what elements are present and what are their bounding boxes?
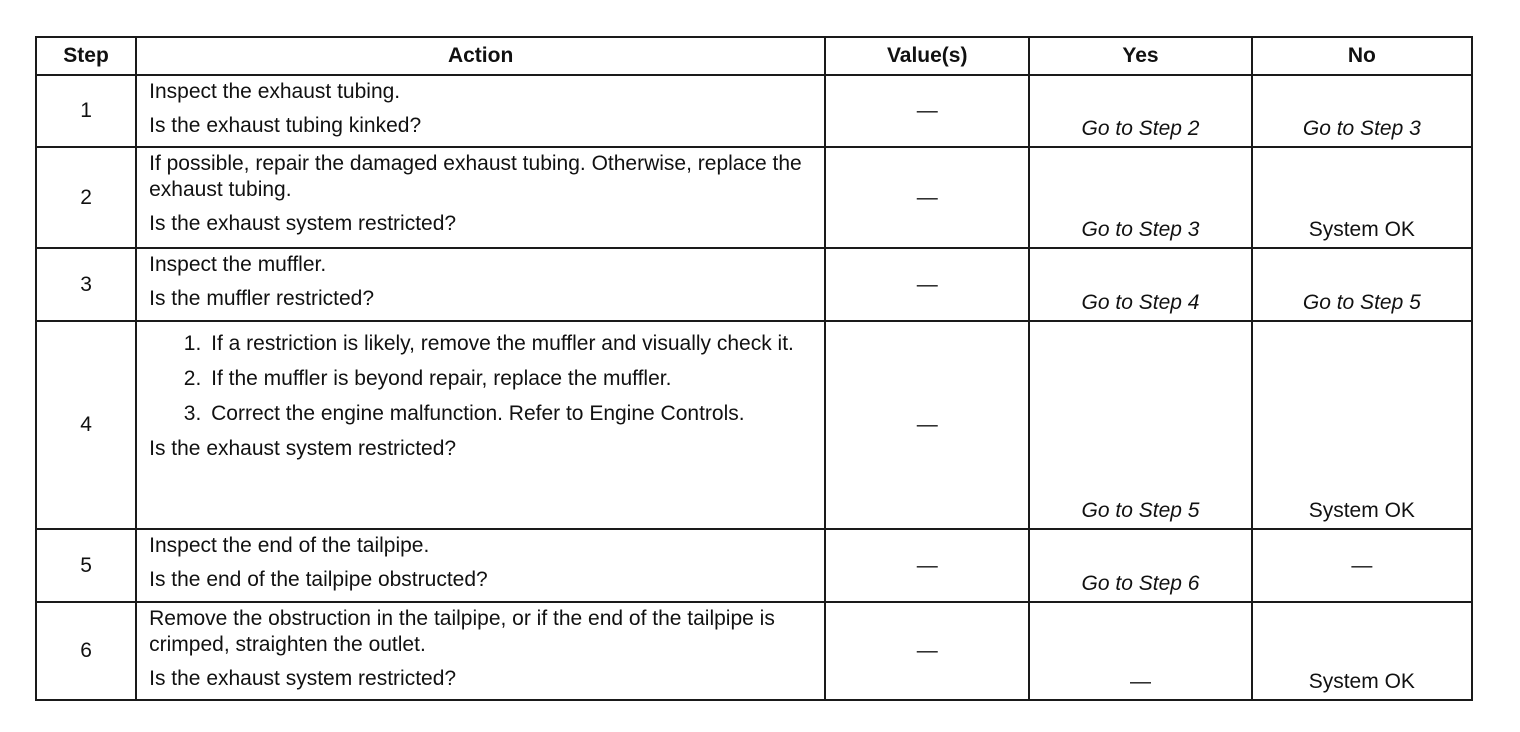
action-text: Remove the obstruction in the tailpipe, or if the end of the tailpipe is crimped, straighten the outlet. <box>149 607 775 656</box>
value-cell: — <box>825 147 1029 248</box>
header-values: Value(s) <box>825 37 1029 75</box>
no-cell: Go to Step 5 <box>1252 248 1472 321</box>
header-yes: Yes <box>1029 37 1251 75</box>
yes-cell: Go to Step 4 <box>1029 248 1251 321</box>
yes-cell: Go to Step 2 <box>1029 75 1251 147</box>
value-cell: — <box>825 321 1029 529</box>
action-text: Inspect the muffler. <box>149 253 327 276</box>
step-number: 5 <box>36 529 136 602</box>
value-cell: — <box>825 529 1029 602</box>
header-action: Action <box>136 37 825 75</box>
table-row <box>36 75 1472 147</box>
action-cell <box>136 602 825 700</box>
header-step: Step <box>36 37 136 75</box>
action-cell <box>136 147 825 248</box>
value-cell: — <box>825 602 1029 700</box>
table-row <box>36 321 1472 529</box>
action-text: Inspect the exhaust tubing. <box>149 80 401 103</box>
step-number: 4 <box>36 321 136 529</box>
yes-cell: Go to Step 6 <box>1029 529 1251 602</box>
action-list <box>149 331 812 427</box>
no-cell: Go to Step 3 <box>1252 75 1472 147</box>
question-text: Is the exhaust system restricted? <box>149 212 457 235</box>
action-text: Inspect the end of the tailpipe. <box>149 534 430 557</box>
value-cell: — <box>825 75 1029 147</box>
header-row <box>36 37 1472 75</box>
action-cell <box>136 321 825 529</box>
no-cell: System OK <box>1252 321 1472 529</box>
list-item: 1. If a restriction is likely, remove the muffler and visually check it. <box>207 331 812 357</box>
action-text: If possible, repair the damaged exhaust tubing. Otherwise, replace the exhaust tubing. <box>149 152 802 201</box>
yes-cell: — <box>1029 602 1251 700</box>
step-number: 1 <box>36 75 136 147</box>
question-text: Is the exhaust tubing kinked? <box>149 114 422 137</box>
action-cell <box>136 75 825 147</box>
action-cell <box>136 529 825 602</box>
no-cell: System OK <box>1252 147 1472 248</box>
list-item: 3. Correct the engine malfunction. Refer to Engine Controls. <box>207 401 812 427</box>
table-row <box>36 602 1472 700</box>
value-cell: — <box>825 248 1029 321</box>
yes-cell: Go to Step 3 <box>1029 147 1251 248</box>
table-row <box>36 147 1472 248</box>
list-item: 2. If the muffler is beyond repair, replace the muffler. <box>207 366 812 392</box>
no-cell: System OK <box>1252 602 1472 700</box>
question-text: Is the exhaust system restricted? <box>149 437 457 460</box>
question-text: Is the end of the tailpipe obstructed? <box>149 568 488 591</box>
question-text: Is the muffler restricted? <box>149 287 374 310</box>
diagnostic-table <box>35 36 1473 701</box>
yes-cell: Go to Step 5 <box>1029 321 1251 529</box>
action-cell <box>136 248 825 321</box>
table-row <box>36 529 1472 602</box>
no-cell: — <box>1252 529 1472 602</box>
step-number: 2 <box>36 147 136 248</box>
question-text: Is the exhaust system restricted? <box>149 667 457 690</box>
step-number: 6 <box>36 602 136 700</box>
step-number: 3 <box>36 248 136 321</box>
table-row <box>36 248 1472 321</box>
header-no: No <box>1252 37 1472 75</box>
